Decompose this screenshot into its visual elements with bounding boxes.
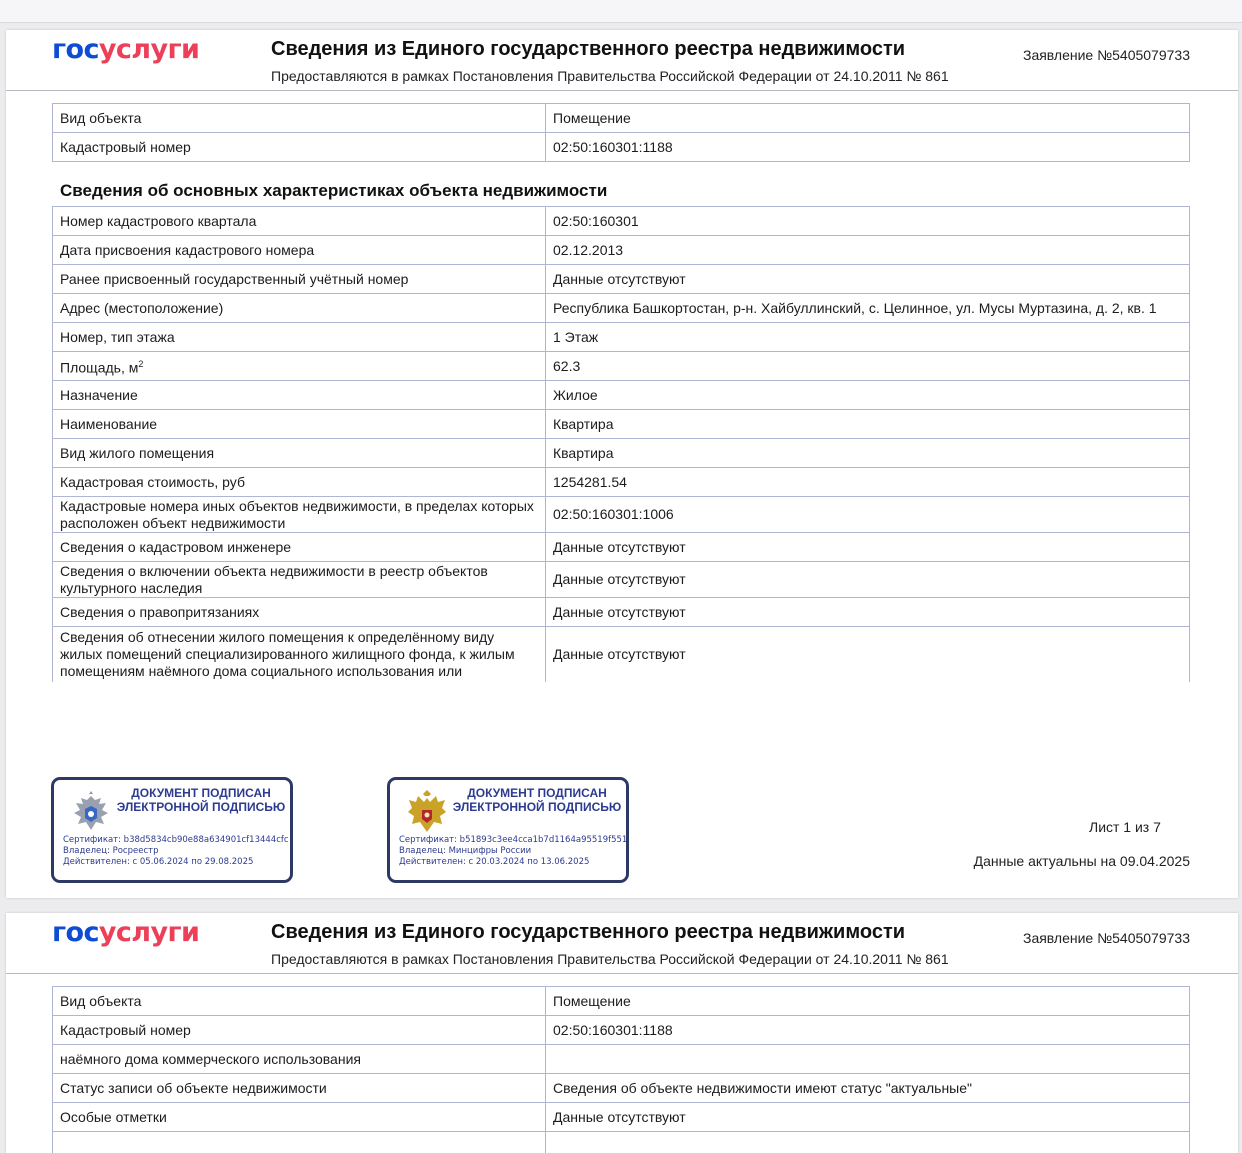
stamp-certificate: Сертификат: b38d5834cb90e88a634901cf13444cfc: [63, 835, 289, 846]
data-actual-date: Данные актуальны на 09.04.2025: [974, 853, 1190, 869]
table-row: [53, 410, 1190, 439]
area-label-text: Площадь, м: [60, 359, 138, 375]
row-label: Вид объекта: [53, 104, 546, 133]
row-value: [546, 1045, 1190, 1074]
table-row: [53, 1045, 1190, 1074]
row-value: Республика Башкортостан, р-н. Хайбуллинский, с. Целинное, ул. Мусы Муртазина, д. 2, кв. 1: [546, 294, 1190, 323]
row-label: Кадастровая стоимость, руб: [53, 468, 546, 497]
row-label: Вид объекта: [53, 987, 546, 1016]
header-divider: [6, 90, 1238, 91]
row-value: 02:50:160301:1006: [546, 497, 1190, 533]
row-value: Жилое: [546, 381, 1190, 410]
russia-coat-of-arms-icon: [404, 790, 450, 836]
sheet-number: Лист 1 из 7: [1089, 819, 1161, 835]
stamp-validity: Действителен: с 05.06.2024 по 29.08.2025: [63, 857, 289, 868]
stamp-title: ДОКУМЕНТ ПОДПИСАН ЭЛЕКТРОННОЙ ПОДПИСЬЮ: [452, 786, 622, 814]
row-label: Сведения о кадастровом инженере: [53, 533, 546, 562]
row-label: Ранее присвоенный государственный учётный номер: [53, 265, 546, 294]
document-subtitle: Предоставляются в рамках Постановления Правительства Российской Федерации от 24.10.2011 № 861: [271, 68, 949, 84]
row-value: Данные отсутствуют: [546, 265, 1190, 294]
row-label: Особые отметки: [53, 1103, 546, 1132]
logo-part-gos: гос: [52, 917, 99, 948]
row-label: Назначение: [53, 381, 546, 410]
row-value: Помещение: [546, 987, 1190, 1016]
row-value: Квартира: [546, 410, 1190, 439]
object-table-page-2: [52, 986, 1190, 1153]
table-row: [53, 497, 1190, 533]
row-label: Вид жилого помещения: [53, 439, 546, 468]
table-row: [53, 627, 1190, 682]
characteristics-table: [52, 206, 1190, 682]
row-label: Адрес (местоположение): [53, 294, 546, 323]
row-label: [53, 352, 546, 381]
table-row: [53, 381, 1190, 410]
document-title: Сведения из Единого государственного реестра недвижимости: [271, 38, 905, 61]
table-row: [53, 294, 1190, 323]
table-row: [53, 352, 1190, 381]
row-label: Сведения о включении объекта недвижимости в реестр объектов культурного наследия: [53, 562, 546, 598]
table-row: [53, 265, 1190, 294]
table-row: [53, 1074, 1190, 1103]
row-label: Сведения о правопритязаниях: [53, 598, 546, 627]
table-row: [53, 533, 1190, 562]
application-number: Заявление №5405079733: [1023, 47, 1190, 63]
logo-part-uslugi: услуги: [99, 917, 199, 948]
table-row: [53, 133, 1190, 162]
row-value: 02.12.2013: [546, 236, 1190, 265]
row-value: 02:50:160301:1188: [546, 1016, 1190, 1045]
row-label: Кадастровые номера иных объектов недвижимости, в пределах которых расположен объект недвижимости: [53, 497, 546, 533]
row-label: [53, 1132, 546, 1153]
stamp-info: [399, 835, 627, 868]
row-label: Номер кадастрового квартала: [53, 207, 546, 236]
row-value: 02:50:160301: [546, 207, 1190, 236]
table-row: [53, 562, 1190, 598]
application-number: Заявление №5405079733: [1023, 930, 1190, 946]
stamp-certificate: Сертификат: b51893c3ee4cca1b7d1164a95519f551: [399, 835, 627, 846]
table-row: [53, 104, 1190, 133]
stamp-owner: Владелец: Росреестр: [63, 846, 289, 857]
gosuslugi-logo: [52, 919, 199, 946]
table-row: [53, 1103, 1190, 1132]
row-value: Данные отсутствуют: [546, 627, 1190, 682]
table-row: [53, 987, 1190, 1016]
row-label: наёмного дома коммерческого использования: [53, 1045, 546, 1074]
object-table: [52, 103, 1190, 162]
signature-stamp-rosreestr: [51, 777, 293, 883]
document-page-1: [6, 30, 1238, 898]
stamp-title: ДОКУМЕНТ ПОДПИСАН ЭЛЕКТРОННОЙ ПОДПИСЬЮ: [116, 786, 286, 814]
row-value: Данные отсутствуют: [546, 1103, 1190, 1132]
table-row: [53, 236, 1190, 265]
table-row: [53, 1132, 1190, 1153]
row-value: [546, 1132, 1190, 1153]
stamp-info: [63, 835, 289, 868]
logo-part-gos: гос: [52, 34, 99, 65]
row-value: Данные отсутствуют: [546, 533, 1190, 562]
row-value: Данные отсутствуют: [546, 562, 1190, 598]
signature-stamp-mintsifry: [387, 777, 629, 883]
browser-top-band: [0, 0, 1242, 23]
row-label: Кадастровый номер: [53, 1016, 546, 1045]
row-label: Статус записи об объекте недвижимости: [53, 1074, 546, 1103]
area-unit-superscript: 2: [138, 359, 143, 369]
row-value: Квартира: [546, 439, 1190, 468]
row-label: Кадастровый номер: [53, 133, 546, 162]
table-row: [53, 468, 1190, 497]
row-label: Наименование: [53, 410, 546, 439]
row-label: Номер, тип этажа: [53, 323, 546, 352]
row-value: 02:50:160301:1188: [546, 133, 1190, 162]
stamp-validity: Действителен: с 20.03.2024 по 13.06.2025: [399, 857, 627, 868]
row-value: Сведения об объекте недвижимости имеют статус "актуальные": [546, 1074, 1190, 1103]
row-value: 62.3: [546, 352, 1190, 381]
table-row: [53, 439, 1190, 468]
row-label: Дата присвоения кадастрового номера: [53, 236, 546, 265]
logo-part-uslugi: услуги: [99, 34, 199, 65]
row-value: 1 Этаж: [546, 323, 1190, 352]
document-subtitle: Предоставляются в рамках Постановления Правительства Российской Федерации от 24.10.2011 № 861: [271, 951, 949, 967]
table-row: [53, 207, 1190, 236]
table-row: [53, 323, 1190, 352]
row-value: Помещение: [546, 104, 1190, 133]
gosuslugi-logo: [52, 36, 199, 63]
row-value: Данные отсутствуют: [546, 598, 1190, 627]
row-value: 1254281.54: [546, 468, 1190, 497]
stamp-owner: Владелец: Минцифры России: [399, 846, 627, 857]
rosreestr-emblem-icon: [68, 790, 114, 836]
header-divider: [6, 973, 1238, 974]
document-title: Сведения из Единого государственного реестра недвижимости: [271, 921, 905, 944]
row-label: Сведения об отнесении жилого помещения к определённому виду жилых помещений специализированного жилищного фонда, к жилым помещениям наёмного дома социального использования или: [53, 627, 546, 682]
document-page-2: [6, 913, 1238, 1153]
section-title: Сведения об основных характеристиках объекта недвижимости: [60, 181, 607, 201]
table-row: [53, 1016, 1190, 1045]
table-row: [53, 598, 1190, 627]
